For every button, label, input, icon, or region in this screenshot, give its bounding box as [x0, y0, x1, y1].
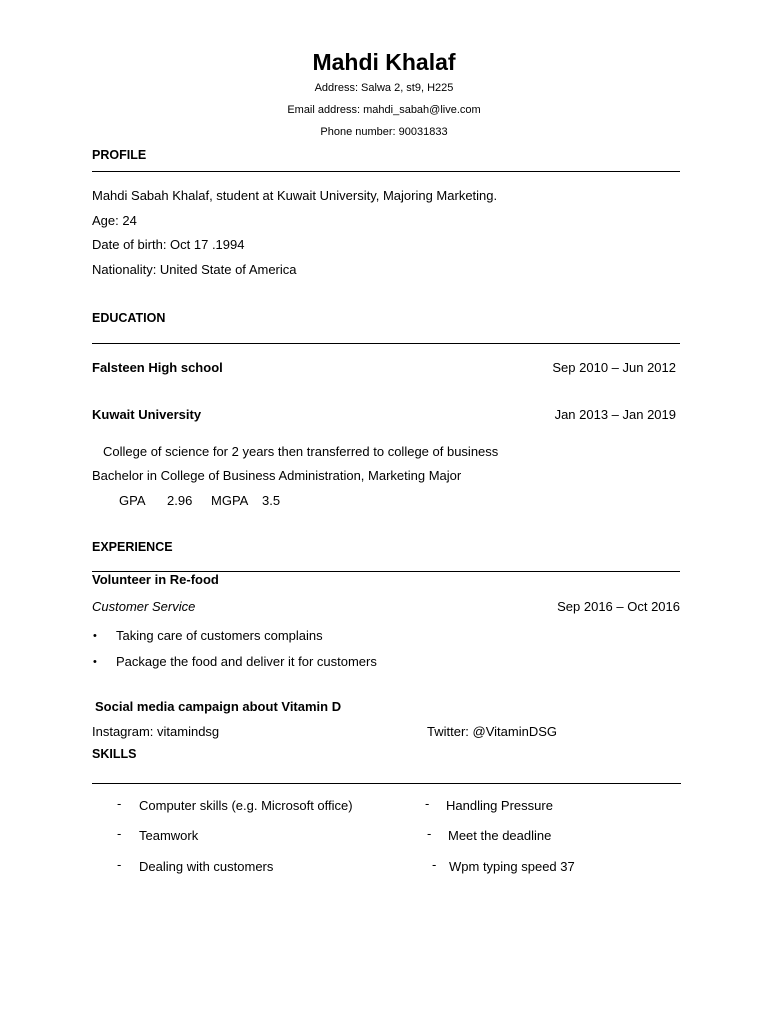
bullet-icon: •: [93, 656, 97, 668]
profile-age: Age: 24: [92, 213, 137, 228]
address-line: Address: Salwa 2, st9, H225: [314, 82, 454, 94]
profile-divider: [92, 171, 680, 172]
experience-dates: Sep 2016 – Oct 2016: [557, 599, 680, 614]
profile-dob: Date of birth: Oct 17 .1994: [92, 237, 245, 252]
skill-item: Dealing with customers: [139, 859, 274, 874]
education-degree: Bachelor in College of Business Administration, Marketing Major: [92, 468, 462, 483]
experience-heading: EXPERIENCE: [92, 540, 173, 554]
skill-item: Computer skills (e.g. Microsoft office): [139, 798, 353, 813]
skill-dash: -: [425, 796, 430, 811]
skill-item: Meet the deadline: [448, 828, 552, 843]
mgpa-value: 3.5: [262, 493, 281, 508]
bullet-icon: •: [93, 630, 97, 642]
campaign-twitter: Twitter: @VitaminDSG: [427, 724, 557, 739]
campaign-instagram: Instagram: vitamindsg: [92, 724, 220, 739]
education-school: Kuwait University: [92, 407, 202, 422]
skill-dash: -: [432, 857, 437, 872]
email-line: Email address: mahdi_sabah@live.com: [287, 104, 481, 116]
education-school: Falsteen High school: [92, 360, 223, 375]
experience-bullet-item: Taking care of customers complains: [116, 628, 323, 643]
skill-dash: -: [117, 826, 122, 841]
skill-item: Teamwork: [139, 828, 199, 843]
phone-line: Phone number: 90031833: [320, 126, 448, 138]
experience-role: Customer Service: [92, 599, 196, 614]
skill-dash: -: [117, 857, 122, 872]
education-divider: [92, 343, 680, 344]
skill-item: Handling Pressure: [446, 798, 553, 813]
mgpa-label: MGPA: [211, 493, 249, 508]
skill-dash: -: [117, 796, 122, 811]
gpa-value: 2.96: [167, 493, 193, 508]
experience-bullet-item: Package the food and deliver it for customers: [116, 654, 377, 669]
skill-item: Wpm typing speed 37: [449, 859, 575, 874]
skill-dash: -: [427, 826, 432, 841]
education-heading: EDUCATION: [92, 311, 166, 325]
profile-heading: PROFILE: [92, 148, 147, 162]
candidate-name: Mahdi Khalaf: [312, 49, 456, 75]
profile-nationality: Nationality: United State of America: [92, 262, 297, 277]
campaign-title: Social media campaign about Vitamin D: [95, 699, 342, 714]
gpa-label: GPA: [119, 493, 146, 508]
education-dates: Jan 2013 – Jan 2019: [554, 407, 676, 422]
experience-title: Volunteer in Re-food: [92, 572, 219, 587]
profile-summary: Mahdi Sabah Khalaf, student at Kuwait University, Majoring Marketing.: [92, 188, 498, 203]
skills-heading: SKILLS: [92, 747, 137, 761]
skills-divider: [92, 783, 681, 784]
education-dates: Sep 2010 – Jun 2012: [552, 360, 676, 375]
education-note: College of science for 2 years then transferred to college of business: [103, 444, 499, 459]
